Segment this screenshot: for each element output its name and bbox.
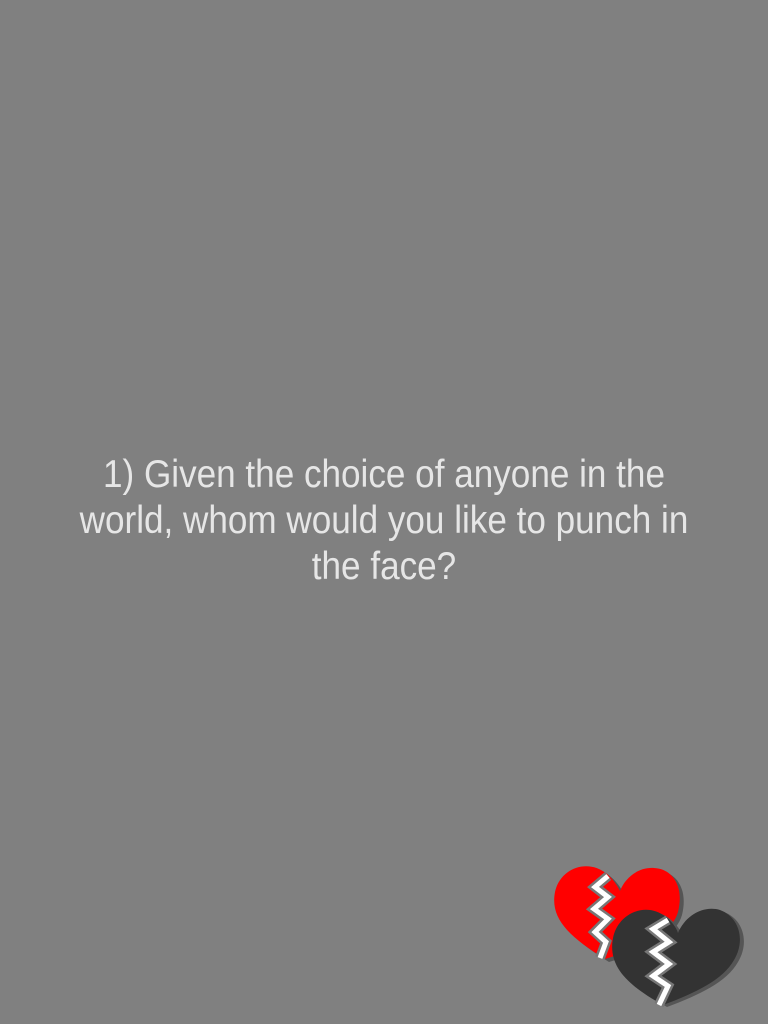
broken-hearts-icon [550,854,744,1010]
question-text: 1) Given the choice of anyone in the world, whom would you like to punch in the face? [79,453,689,588]
question-container [40,452,728,590]
